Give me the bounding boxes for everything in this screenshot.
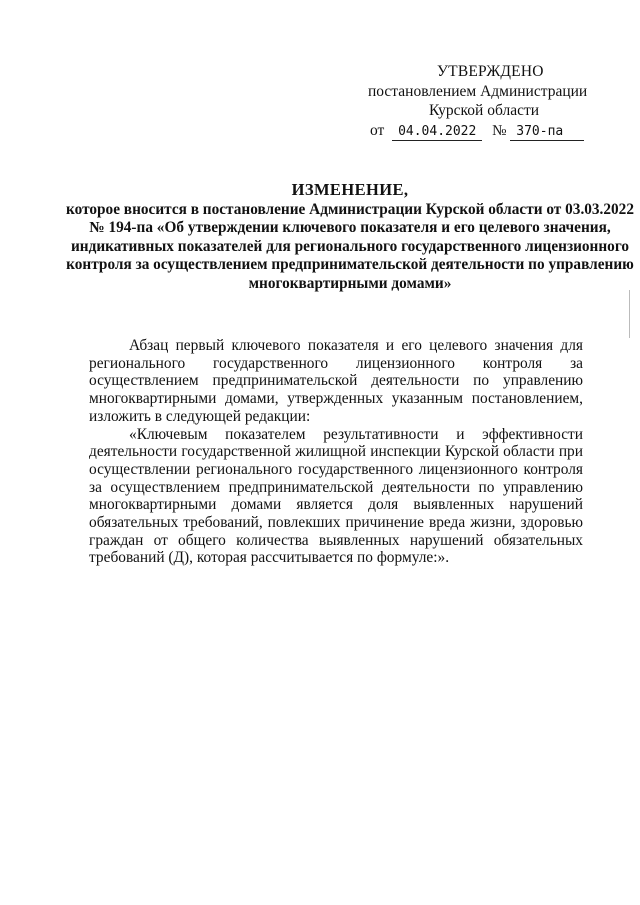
number-stamp: 370-па xyxy=(510,124,584,141)
heading-title: ИЗМЕНЕНИЕ, xyxy=(291,180,409,199)
heading-subtitle: которое вносится в постановление Администрации Курской области от 03.03.2022 № 194-па «Об утверждении ключевого показателя и его целевого значения, индикативных показателей для регионального государственного лицензионного контроля за осуществлением предпринимательской деятельности по управлению многоквартирными домами» xyxy=(66,200,634,292)
date-prefix: от xyxy=(370,121,385,139)
approval-block xyxy=(360,62,600,141)
body-paragraph-2: «Ключевым показателем результативности и эффективности деятельности государственной жилищной инспекции Курской области при осуществлении регионального государственного лицензионного контроля за осуществлением предпринимательской деятельности по управлению многоквартирными домами является доля выявленных нарушений обязательных требований, повлекших причинение вреда жизни, здоровью граждан от общего количества выявленных нарушений обязательных требований (Д), которая рассчитывается по формуле:». xyxy=(89,425,583,567)
approval-date-line xyxy=(360,121,600,142)
document-heading xyxy=(60,181,640,294)
body-paragraph-1: Абзац первый ключевого показателя и его целевого значения для регионального государственного лицензионного контроля за осуществлением предпринимательской деятельности по управлению многоквартирными домами, утвержденных указанным постановлением, изложить в следующей редакции: xyxy=(89,337,583,425)
number-sign: № xyxy=(492,122,507,139)
scan-edge-mark xyxy=(629,290,630,338)
date-stamp: 04.04.2022 xyxy=(392,124,482,141)
approval-region: Курской области xyxy=(429,102,540,119)
approval-title: УТВЕРЖДЕНО xyxy=(437,63,544,80)
approval-authority: постановлением Администрации xyxy=(368,82,588,100)
document-body xyxy=(89,337,583,567)
